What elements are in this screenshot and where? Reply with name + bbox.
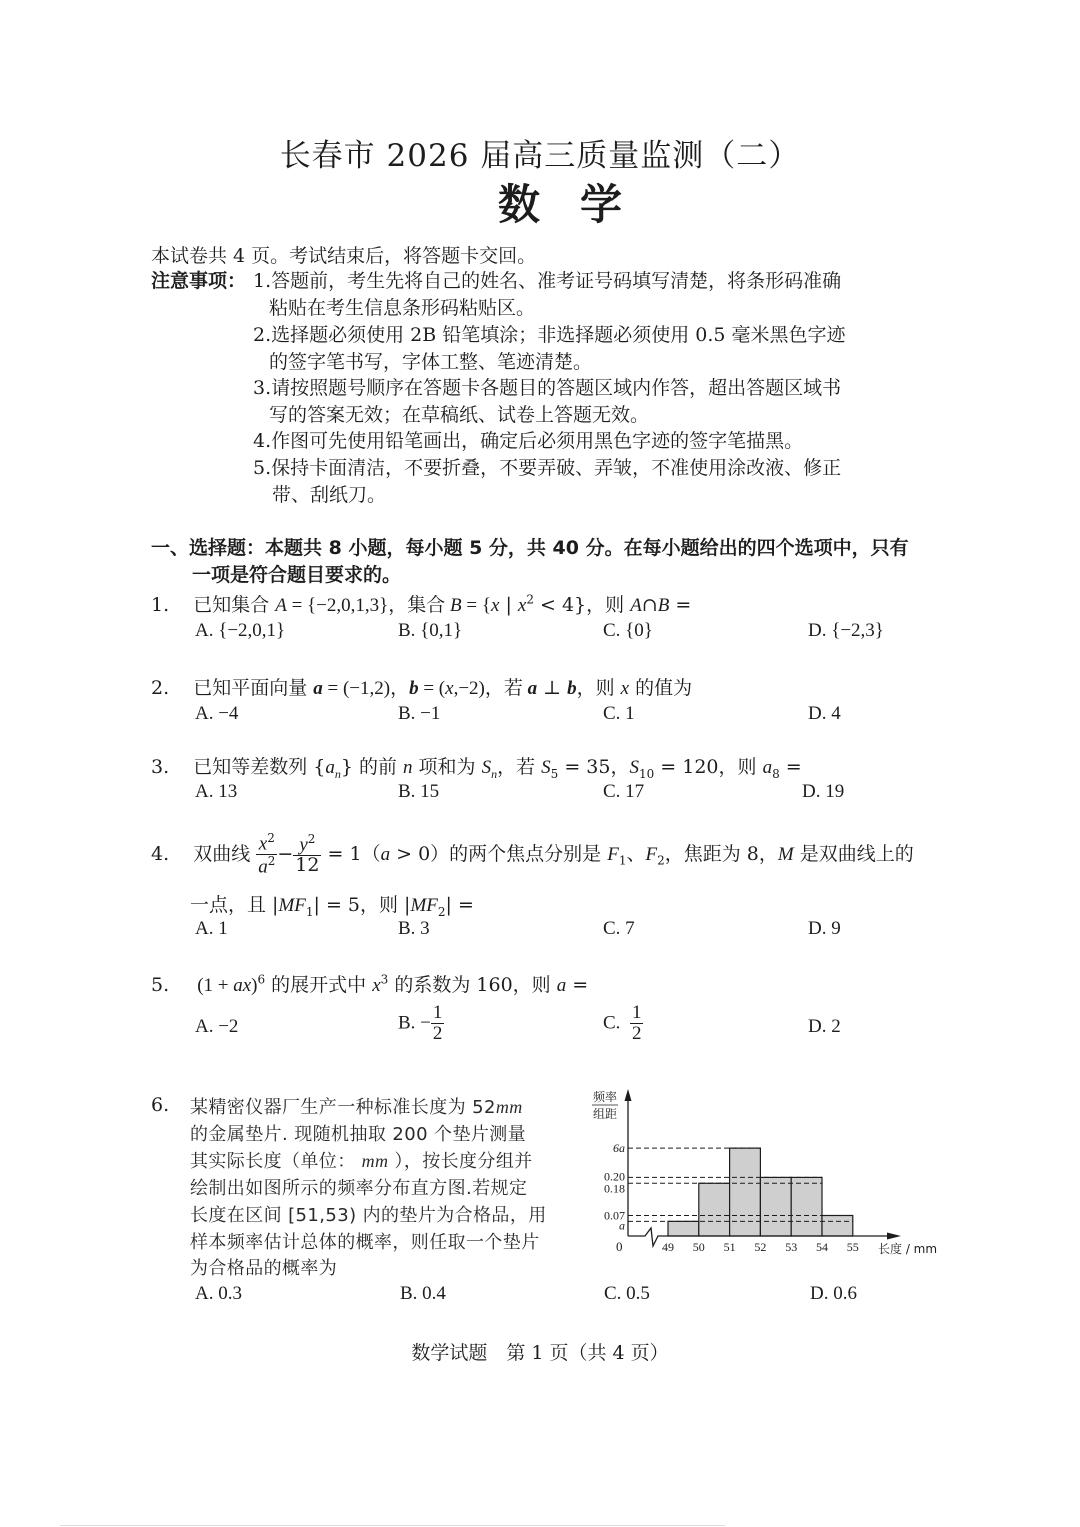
question-4: 4. 双曲线 $\frac{x^2}{a^2}$ − $\frac{y^2}{12}$ = 1（a > 0）的两个焦点分别是 $F_1$、$F_2$，焦距为 8，M 是双曲线上的: [151, 831, 914, 878]
q6-option-a[interactable]: A. 0.3: [195, 1283, 242, 1304]
q6-option-c[interactable]: C. 0.5: [604, 1283, 650, 1304]
histogram-bar-50: [699, 1183, 730, 1236]
q4-option-b[interactable]: B. 3: [398, 918, 430, 939]
page-footer: 数学试题 第 1 页（共 4 页）: [411, 1342, 669, 1364]
y-tick-label: 0.20: [604, 1169, 625, 1184]
x-tick-label: 53: [785, 1240, 798, 1254]
section-heading-line-1: 一、选择题：本题共 8 小题，每小题 5 分，共 40 分。在每小题给出的四个选项中，只有: [151, 537, 909, 559]
fraction-one-half: $\frac{1}{2}$: [432, 1002, 443, 1044]
fraction-y2-12: $\frac{y^2}{12}$: [295, 832, 320, 877]
q5-option-b[interactable]: B. − $\frac{1}{2}$: [398, 1002, 443, 1044]
q5-option-c[interactable]: C. $\frac{1}{2}$: [603, 1002, 642, 1044]
subject-title: 数学: [497, 180, 662, 229]
q3-option-c[interactable]: C. 17: [603, 781, 645, 802]
q1-option-d[interactable]: D. {−2,3}: [808, 620, 884, 641]
section-heading-line-2: 一项是符合题目要求的。: [192, 564, 402, 586]
y-label-denominator: 组距: [593, 1107, 618, 1121]
histogram-bar-51: [730, 1148, 761, 1236]
y-label-numerator: 频率: [593, 1090, 618, 1104]
notice-item-4: 4.作图可先使用铅笔画出，确定后必须用黑色字迹的签字笔描黑。: [253, 430, 804, 452]
q3-option-b[interactable]: B. 15: [398, 781, 440, 802]
notice-item-1-line-2: 粘贴在考生信息条形码粘贴区。: [269, 297, 536, 319]
histogram-bar-52: [760, 1177, 791, 1236]
histogram-bar-49: [668, 1221, 699, 1236]
question-number: 5.: [151, 974, 170, 996]
q1-option-a[interactable]: A. {−2,0,1}: [195, 620, 286, 641]
frequency-histogram: [585, 1085, 945, 1265]
y-tick-label: 6a: [613, 1141, 625, 1156]
notice-item-1-line-1: 1.答题前，考生先将自己的姓名、准考证号码填写清楚，将条形码准确: [253, 270, 842, 292]
question-number: 6.: [151, 1094, 170, 1116]
question-number: 2.: [151, 677, 170, 699]
q2-option-d[interactable]: D. 4: [808, 703, 841, 724]
intro-text: 本试卷共 4 页。考试结束后，将答题卡交回。: [151, 245, 537, 267]
histogram-bar-53: [791, 1177, 822, 1236]
histogram-bar-54: [822, 1215, 853, 1236]
notice-item-3-line-2: 写的答案无效；在草稿纸、试卷上答题无效。: [269, 404, 650, 426]
bottom-divider: [60, 1525, 725, 1526]
notice-item-2-line-1: 2.选择题必须使用 2B 铅笔填涂；非选择题必须使用 0.5 毫米黑色字迹: [253, 324, 846, 346]
notice-item-3-line-1: 3.请按照题号顺序在答题卡各题目的答题区域内作答，超出答题区域书: [253, 377, 842, 399]
question-1: 1. 已知集合 A = {−2,0,1,3}，集合 B = {x | $x^2 < 4$}，则 A∩B =: [151, 592, 692, 616]
q3-option-d[interactable]: D. 19: [802, 781, 845, 802]
y-tick-label: a: [619, 1218, 625, 1233]
notice-item-5-line-1: 5.保持卡面清洁，不要折叠，不要弄破、弄皱，不准使用涂改液、修正: [253, 457, 842, 479]
x-tick-label: 50: [692, 1240, 705, 1254]
x-tick-label: 54: [816, 1240, 828, 1254]
x-tick-label: 51: [723, 1240, 736, 1254]
notice-item-2-line-2: 的签字笔书写，字体工整、笔迹清楚。: [269, 351, 593, 373]
x-axis-arrow-icon: [887, 1233, 901, 1240]
x-tick-label: 52: [754, 1240, 767, 1254]
x-tick-label: 49: [662, 1240, 674, 1254]
q6-option-d[interactable]: D. 0.6: [810, 1283, 857, 1304]
q2-option-c[interactable]: C. 1: [603, 703, 635, 724]
question-number: 3.: [151, 756, 170, 778]
question-3: 3. 已知等差数列 $\{a_n\}$ 的前 n 项和为 $S_n$，若 $S_5 = 35$，$S_{10} = 120$，则 $a_8$ =: [151, 756, 802, 781]
q5-option-d[interactable]: D. 2: [808, 1016, 841, 1037]
fraction-x2-a2: $\frac{x^2}{a^2}$: [258, 831, 276, 878]
q5-option-a[interactable]: A. −2: [195, 1016, 239, 1037]
notice-item-5-line-2: 带、刮纸刀。: [272, 484, 387, 506]
q2-option-b[interactable]: B. −1: [398, 703, 441, 724]
q1-option-c[interactable]: C. {0}: [603, 620, 653, 641]
question-5: 5. (1 + ax)$^6$ 的展开式中 $x^3$ 的系数为 160，则 a =: [151, 972, 589, 996]
question-6-text: 某精密仪器厂生产一种标准长度为 52mm 的金属垫片. 现随机抽取 200 个垫片测量 其实际长度（单位： mm ），按长度分组并 绘制出如图所示的频率分布直方图.若规定 长度在区间 [51,53) 内的垫片为合格品，用 样本频率估计总体的概率，则任取一个垫片 为合格品的概率为: [190, 1097, 547, 1280]
q2-option-a[interactable]: A. −4: [195, 703, 239, 724]
q1-option-b[interactable]: B. {0,1}: [398, 620, 463, 641]
fraction-one-half: $\frac{1}{2}$: [631, 1002, 642, 1044]
question-number: 4.: [151, 842, 170, 865]
q4-option-c[interactable]: C. 7: [603, 918, 635, 939]
q4-option-a[interactable]: A. 1: [195, 918, 228, 939]
x-axis-label: 长度 / mm: [878, 1242, 938, 1256]
y-tick-label: 0.07: [604, 1208, 625, 1223]
q6-option-b[interactable]: B. 0.4: [400, 1283, 446, 1304]
y-axis-arrow-icon: [625, 1089, 632, 1101]
q4-option-d[interactable]: D. 9: [808, 918, 841, 939]
notice-label: 注意事项：: [151, 270, 247, 292]
origin-label: 0: [616, 1239, 623, 1254]
question-6: [151, 1094, 169, 1116]
question-number: 1.: [151, 594, 170, 616]
exam-title: 长春市 2026 届高三质量监测（二）: [279, 138, 801, 174]
question-4-line-2: 一点，且 $|MF_1| = 5$，则 $|MF_2|$ =: [190, 894, 474, 919]
x-tick-label: 55: [846, 1240, 859, 1254]
q3-option-a[interactable]: A. 13: [195, 781, 238, 802]
question-2: 2. 已知平面向量 a = (−1,2)，b = (x,−2)，若 a ⊥ b，则 x 的值为: [151, 677, 693, 699]
y-tick-label: 0.18: [604, 1181, 625, 1196]
